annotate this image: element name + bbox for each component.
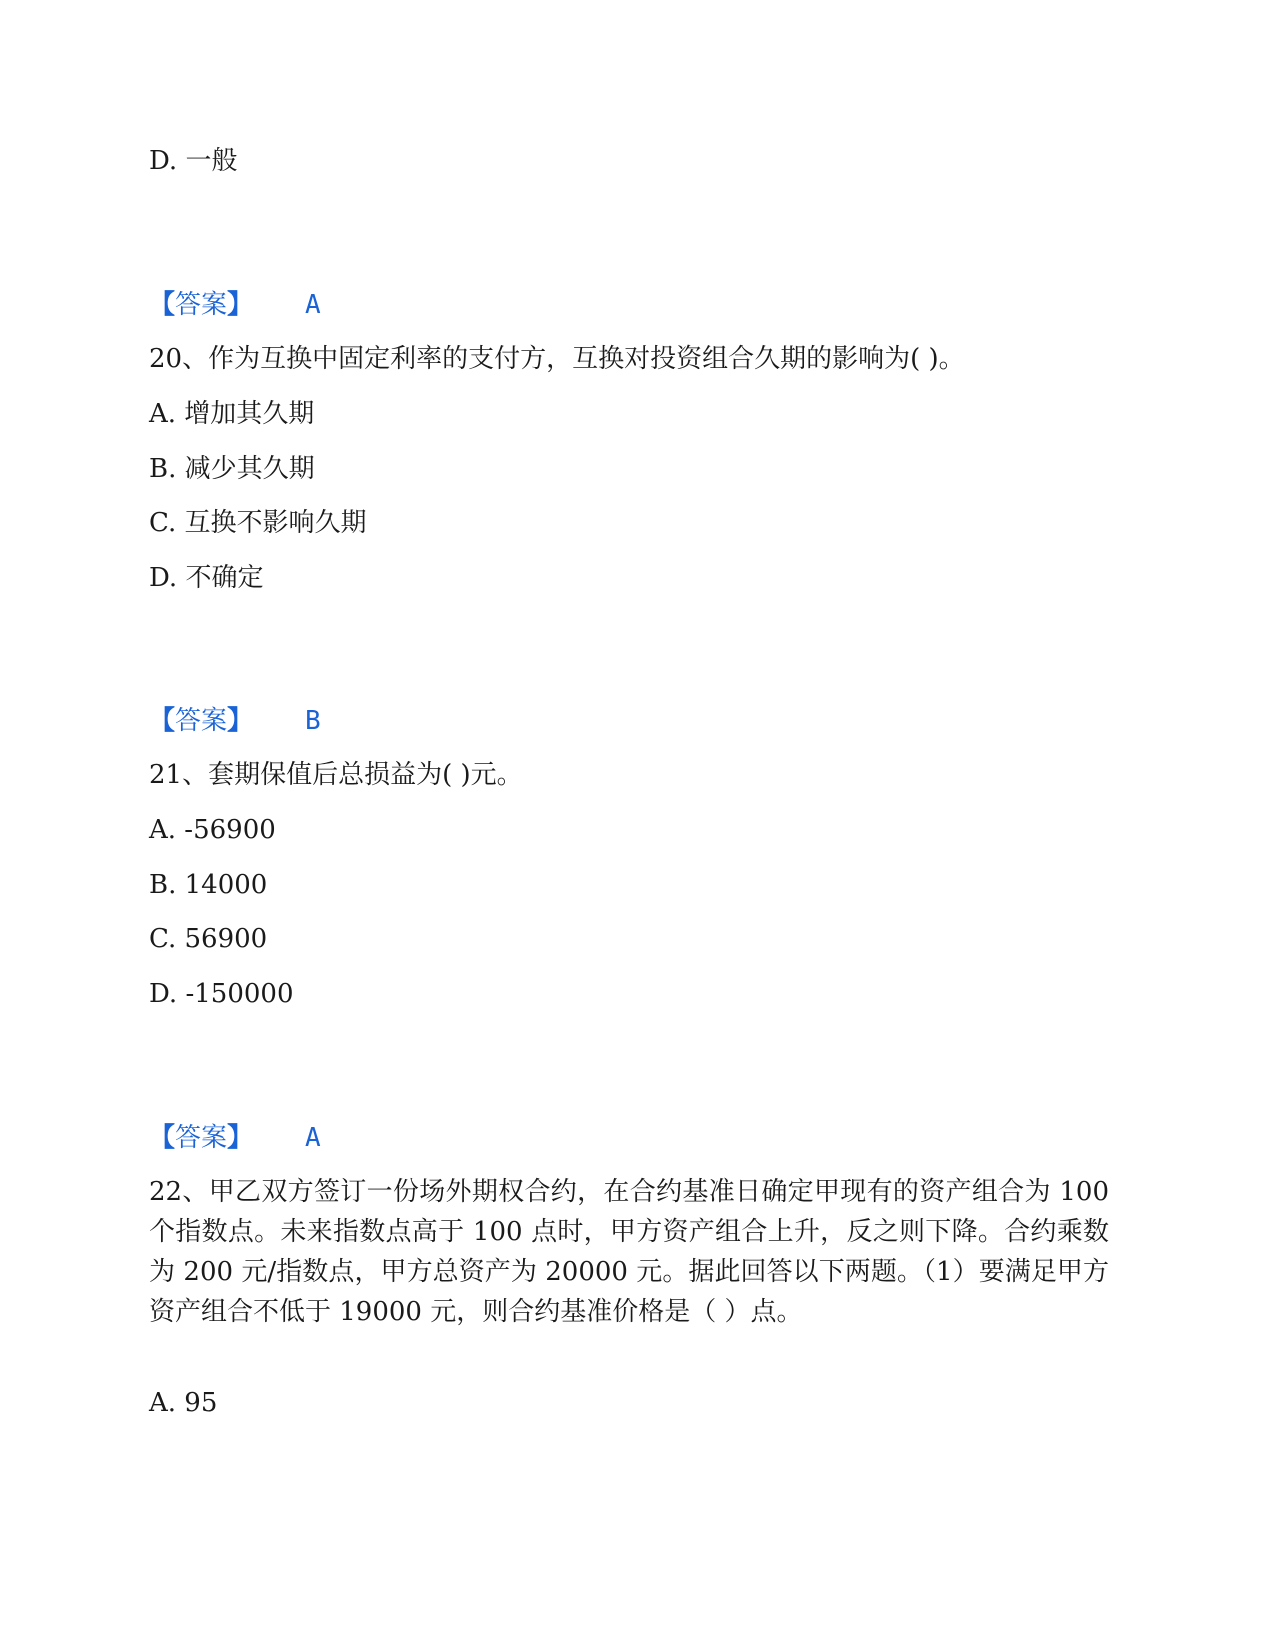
q20-option-c: C. 互换不影响久期 [149, 508, 367, 538]
answer-value: A [305, 290, 321, 320]
q22-stem: 22、甲乙双方签订一份场外期权合约，在合约基准日确定甲现有的资产组合为 100 个指数点。未来指数点高于 100 点时，甲方资产组合上升，反之则下降。合约乘数为 200 元/指数点，甲方总资产为 20000 元。据此回答以下两题。（1）要满足甲方资产组合不低于 19000 元，则合约基准价格是（ ）点。 [149, 1177, 1109, 1327]
answer-label: 答案 [175, 706, 228, 736]
q21-stem: 21、套期保值后总损益为( )元。 [149, 760, 523, 790]
q21-option-d: D. -150000 [149, 979, 294, 1009]
answer-close-bracket: 】 [227, 1123, 254, 1153]
q20-option-a: A. 增加其久期 [149, 399, 315, 429]
answer-value: B [305, 706, 321, 736]
answer-label: 答案 [175, 290, 228, 320]
answer-open-bracket: 【 [149, 290, 176, 320]
answer-open-bracket: 【 [149, 706, 176, 736]
q20-stem: 20、作为互换中固定利率的支付方，互换对投资组合久期的影响为( )。 [149, 344, 965, 374]
q20-option-d: D. 不确定 [149, 563, 264, 593]
answer-19 [149, 290, 321, 320]
answer-open-bracket: 【 [149, 1123, 176, 1153]
q21-option-a: A. -56900 [149, 815, 276, 845]
answer-label: 答案 [175, 1123, 228, 1153]
q20-option-b: B. 减少其久期 [149, 454, 315, 484]
answer-21 [149, 1123, 321, 1153]
answer-close-bracket: 】 [227, 706, 254, 736]
q21-option-c: C. 56900 [149, 924, 268, 954]
q19-option-d: D. 一般 [149, 146, 238, 176]
q22-option-a: A. 95 [149, 1388, 218, 1418]
answer-close-bracket: 】 [227, 290, 254, 320]
answer-20 [149, 706, 321, 736]
answer-value: A [305, 1123, 321, 1153]
q21-option-b: B. 14000 [149, 870, 268, 900]
